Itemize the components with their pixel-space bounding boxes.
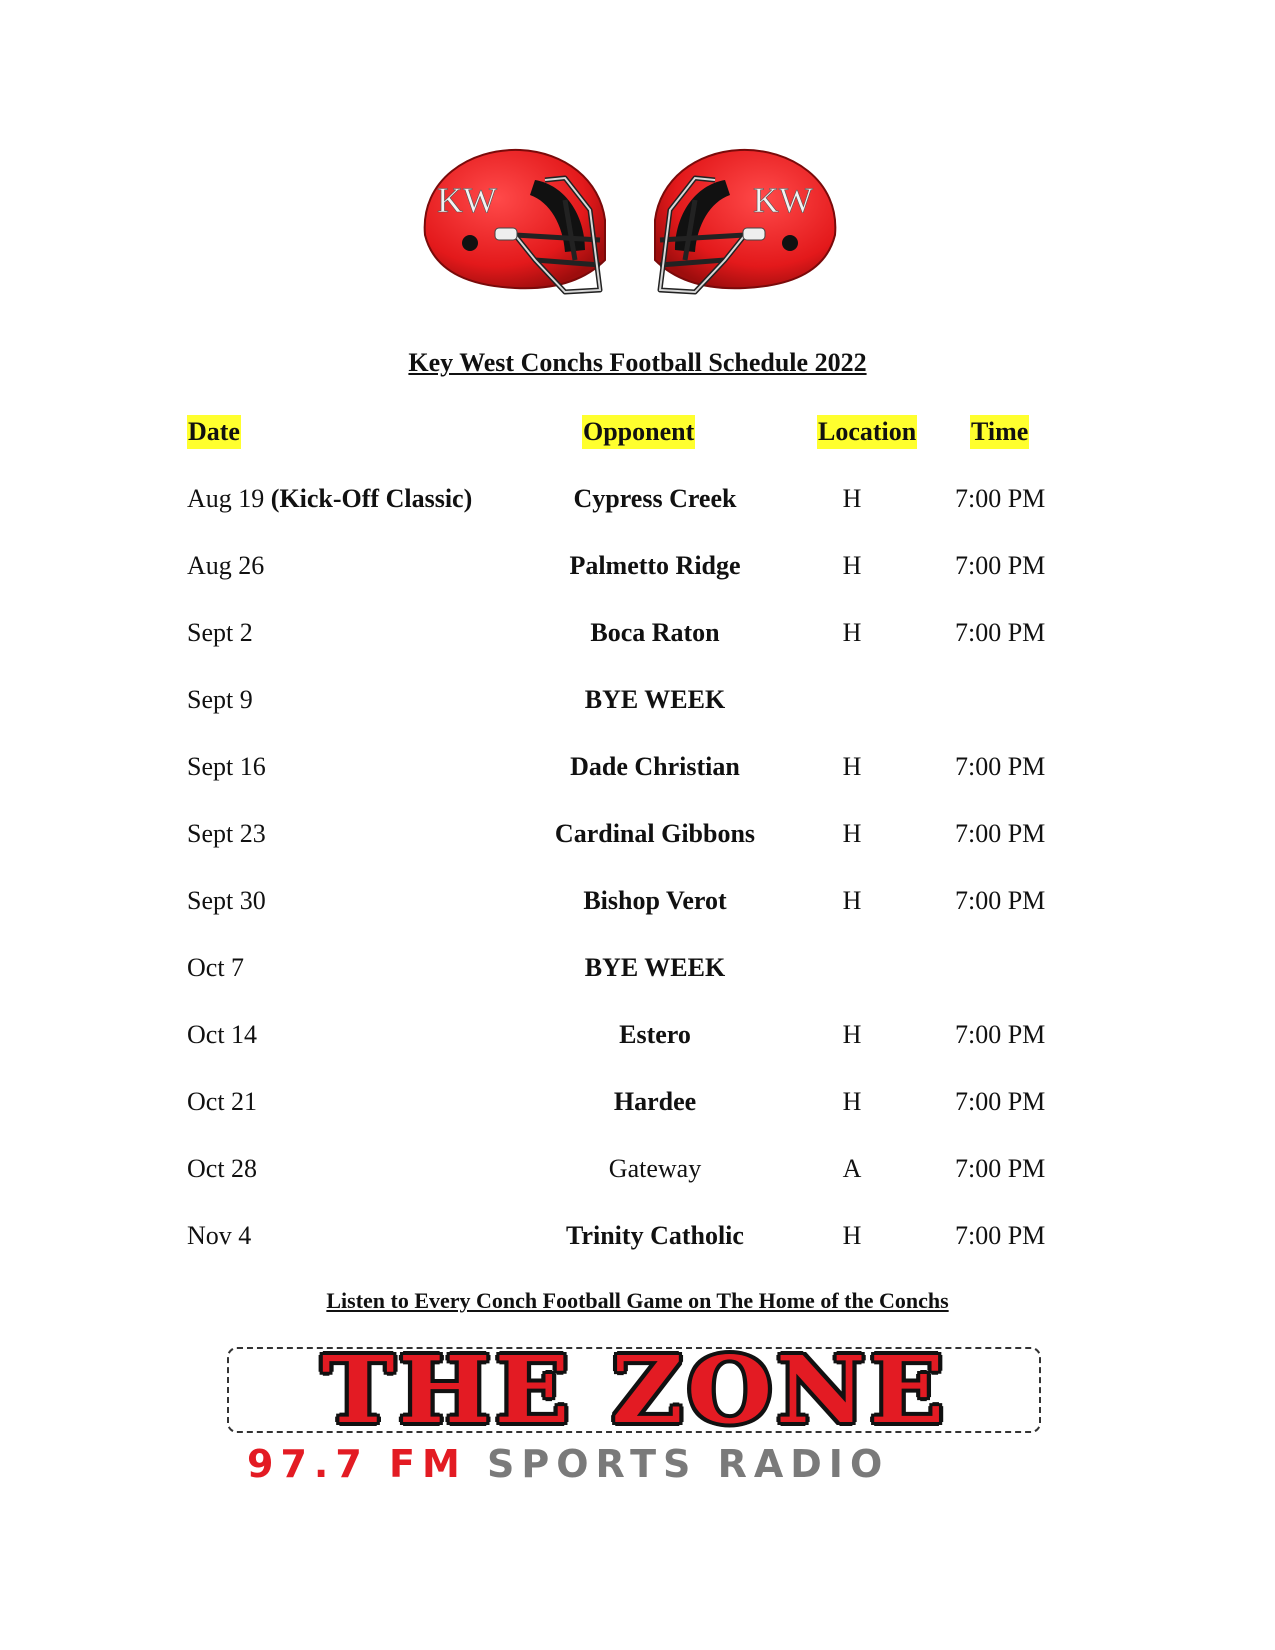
game-date-note: (Kick-Off Classic) [270,484,473,513]
game-location: H [842,1087,862,1116]
game-date: Sept 16 [187,752,266,781]
schedule-row [0,1149,1275,1189]
game-date: Oct 7 [187,953,245,982]
game-time: 7:00 PM [955,551,1046,580]
game-date: Sept 30 [187,886,266,915]
game-date: Aug 19 (Kick-Off Classic) [187,484,473,513]
header-opponent: Opponent [582,415,695,449]
game-location: H [842,551,862,580]
game-date: Oct 21 [187,1087,258,1116]
game-location: H [842,1221,862,1250]
game-location: A [842,1154,862,1183]
football-helmets-logo [415,140,845,315]
game-opponent: BYE WEEK [584,953,726,982]
game-opponent: Trinity Catholic [566,1221,744,1250]
game-location: H [842,484,862,513]
schedule-row [0,479,1275,519]
schedule-row [0,546,1275,586]
header-time: Time [970,415,1029,449]
schedule-row [0,814,1275,854]
game-opponent: Palmetto Ridge [569,551,741,580]
game-location: H [842,618,862,647]
game-date: Nov 4 [187,1221,252,1250]
game-opponent: BYE WEEK [584,685,726,714]
schedule-row [0,948,1275,988]
helmet-left-icon [425,150,605,292]
game-opponent: Gateway [608,1154,702,1183]
game-opponent: Dade Christian [570,752,740,781]
page-title: Key West Conchs Football Schedule 2022 [408,348,867,377]
zone-logo-wordmark: THE ZONE [321,1336,949,1444]
game-location: H [842,819,862,848]
station-tagline: SPORTS RADIO [487,1442,890,1486]
listen-caption: Listen to Every Conch Football Game on The Home of the Conchs [326,1288,949,1313]
schedule-row [0,747,1275,787]
game-opponent: Boca Raton [590,618,720,647]
game-location: H [842,886,862,915]
game-opponent: Cypress Creek [573,484,737,513]
game-date: Sept 23 [187,819,266,848]
game-time: 7:00 PM [955,886,1046,915]
header-location: Location [817,415,917,449]
schedule-row [0,680,1275,720]
game-date: Aug 26 [187,551,265,580]
game-date: Sept 9 [187,685,253,714]
game-date: Sept 2 [187,618,253,647]
the-zone-radio-logo [225,1336,1045,1495]
game-opponent: Cardinal Gibbons [554,819,756,848]
game-opponent: Hardee [613,1087,697,1116]
schedule-row [0,1015,1275,1055]
game-time: 7:00 PM [955,819,1046,848]
game-location: H [842,1020,862,1049]
game-time: 7:00 PM [955,1221,1046,1250]
header-date: Date [187,415,241,449]
helmet-right-icon [655,150,835,292]
svg-text:KW: KW [437,180,497,220]
game-time: 7:00 PM [955,484,1046,513]
game-time: 7:00 PM [955,1087,1046,1116]
game-date: Oct 14 [187,1020,258,1049]
schedule-row [0,881,1275,921]
schedule-row [0,1082,1275,1122]
game-time: 7:00 PM [955,1154,1046,1183]
schedule-row [0,1216,1275,1256]
game-date: Oct 28 [187,1154,258,1183]
game-location: H [842,752,862,781]
game-opponent: Bishop Verot [583,886,727,915]
helmet-right-text: KW [753,180,813,220]
game-time: 7:00 PM [955,752,1046,781]
station-frequency: 97.7 FM [247,1442,467,1486]
game-time: 7:00 PM [955,1020,1046,1049]
zone-logo-tagline [247,1443,1047,1485]
game-opponent: Estero [619,1020,691,1049]
game-time: 7:00 PM [955,618,1046,647]
schedule-row [0,613,1275,653]
